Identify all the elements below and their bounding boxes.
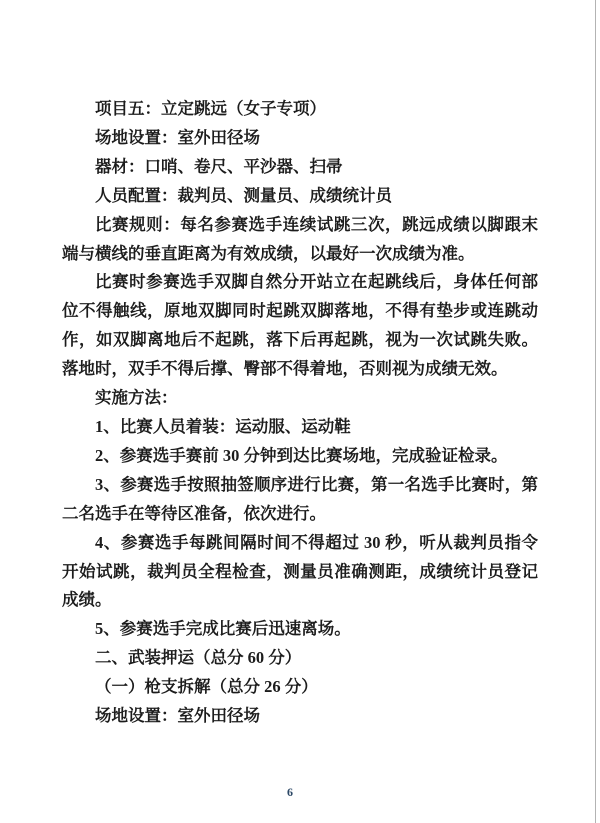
doc-paragraph-rules-detail: 比赛时参赛选手双脚自然分开站立在起跳线后，身体任何部位不得触线，原地双脚同时起跳双脚落地，不得有垫步或连跳动作，如双脚离地后不起跳，落下后再起跳，视为一次试跳失败。落地时，双手不得后撑、臀部不得着地，否则视为成绩无效。 [62,272,538,379]
scan-edge-line-right [595,0,596,823]
page-number: 6 [287,785,293,799]
doc-paragraph-method-item-5: 5、参赛选手完成比赛后迅速离场。 [95,619,351,639]
doc-paragraph-method-item-4: 4、参赛选手每跳间隔时间不得超过 30 秒，听从裁判员指令开始试跳，裁判员全程检查，测量员准确测距，成绩统计员登记成绩。 [62,532,538,610]
doc-paragraph-project-title: 项目五：立定跳远（女子专项） [95,99,326,118]
doc-paragraph-section-2-heading: 二、武装押运（总分 60 分） [95,648,302,668]
doc-paragraph-method-item-3: 3、参赛选手按照抽签顺序进行比赛，第一名选手比赛时，第二名选手在等待区准备，依次进行。 [62,474,538,523]
doc-paragraph-staffing: 人员配置：裁判员、测量员、成绩统计员 [95,185,392,205]
doc-paragraph-method-heading: 实施方法： [95,388,178,408]
doc-paragraph-method-item-1: 1、比赛人员着装：运动服、运动鞋 [95,416,351,436]
document-body [62,95,538,731]
doc-paragraph-venue-2: 场地设置：室外田径场 [95,706,260,726]
doc-paragraph-equipment: 器材：口哨、卷尺、平沙器、扫帚 [95,156,343,176]
doc-paragraph-venue: 场地设置：室外田径场 [95,127,260,147]
doc-paragraph-subsection-1-heading: （一）枪支拆解（总分 26 分） [95,677,318,697]
doc-paragraph-rules: 比赛规则：每名参赛选手连续试跳三次，跳远成绩以脚跟末端与横线的垂直距离为有效成绩，以最好一次成绩为准。 [62,214,538,263]
doc-paragraph-method-item-2: 2、参赛选手赛前 30 分钟到达比赛场地，完成验证检录。 [95,445,508,465]
